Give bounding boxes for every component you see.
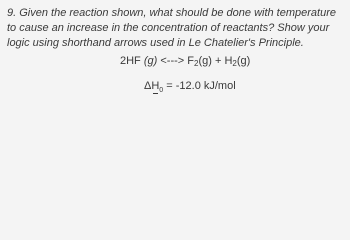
reactant-formula: 2HF: [120, 55, 141, 67]
product-fluorine: $F_2(g)$: [187, 55, 212, 68]
reactant-state: (g): [143, 55, 158, 67]
question-text: [7, 6, 347, 51]
question-body: Given the reaction shown, what should be done with temperature to cause an increase in the concentration of reactants? Show your logic using shorthand arrows used in Le Chatelier's Principle.: [7, 7, 336, 49]
product-hydrogen: $H_2(g)$: [224, 55, 251, 68]
enthalpy-symbol: ΔH: [144, 80, 160, 92]
enthalpy-subscript: 0: [159, 87, 164, 94]
plus-sign: +: [214, 55, 222, 67]
question-number: 9.: [7, 7, 17, 19]
reaction-equation: [120, 55, 250, 67]
enthalpy-value: [144, 80, 236, 92]
standard-state-bar: [153, 93, 158, 94]
equilibrium-arrow: <--->: [160, 55, 185, 67]
enthalpy-number: = -12.0 kJ/mol: [166, 80, 236, 92]
